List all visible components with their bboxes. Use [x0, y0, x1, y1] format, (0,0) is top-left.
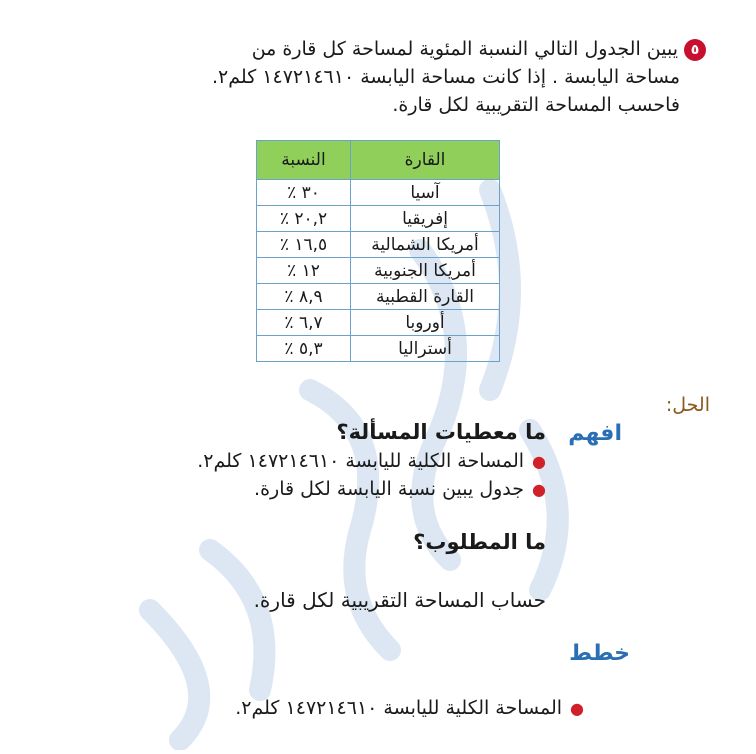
step-plan: خطط: [569, 641, 630, 666]
continent-percentage-table: [256, 140, 500, 362]
percentage-cell: ٢٠,٢ ٪: [257, 206, 351, 232]
question-line-1: ٥يبين الجدول التالي النسبة المئوية لمساحة كل قارة من: [252, 36, 706, 62]
bullet-icon: ●: [570, 699, 584, 718]
table-row: [257, 284, 500, 310]
table-row: [257, 336, 500, 362]
percentage-cell: ١٢ ٪: [257, 258, 351, 284]
bullet-icon: ●: [532, 480, 546, 499]
required-heading: ما المطلوب؟: [413, 530, 546, 554]
continent-cell: أمريكا الشمالية: [351, 232, 500, 258]
given-bullet-1: ●المساحة الكلية لليابسة ١٤٧٢١٤٦١٠ كلم٢.: [197, 450, 546, 472]
given-bullet-2: ●جدول يبين نسبة اليابسة لكل قارة.: [254, 478, 546, 500]
table-row: [257, 180, 500, 206]
percentage-cell: ٦,٧ ٪: [257, 310, 351, 336]
continent-cell: إفريقيا: [351, 206, 500, 232]
question-number-badge: ٥: [684, 39, 706, 61]
percentage-cell: ٥,٣ ٪: [257, 336, 351, 362]
question-line-2: مساحة اليابسة . إذا كانت مساحة اليابسة ١٤٧٢١٤٦١٠ كلم٢.: [212, 66, 680, 88]
givens-heading: ما معطيات المسألة؟: [336, 420, 546, 444]
percentage-cell: ١٦,٥ ٪: [257, 232, 351, 258]
question-line-3: فاحسب المساحة التقريبية لكل قارة.: [392, 94, 680, 116]
table-row: [257, 206, 500, 232]
table-row: [257, 258, 500, 284]
solution-label: الحل:: [665, 394, 710, 416]
step-understand: افهم: [568, 421, 622, 446]
continent-cell: أوروبا: [351, 310, 500, 336]
header-continent: القارة: [351, 141, 500, 180]
table-row: [257, 232, 500, 258]
continent-cell: القارة القطبية: [351, 284, 500, 310]
table-header-row: [257, 141, 500, 180]
percentage-cell: ٣٠ ٪: [257, 180, 351, 206]
table-row: [257, 310, 500, 336]
bullet-icon: ●: [532, 452, 546, 471]
plan-bullet-1: ●المساحة الكلية لليابسة ١٤٧٢١٤٦١٠ كلم٢.: [235, 697, 584, 719]
continent-cell: أستراليا: [351, 336, 500, 362]
continent-cell: أمريكا الجنوبية: [351, 258, 500, 284]
percentage-cell: ٨,٩ ٪: [257, 284, 351, 310]
continent-cell: آسيا: [351, 180, 500, 206]
required-text: حساب المساحة التقريبية لكل قارة.: [253, 588, 546, 612]
header-percentage: النسبة: [257, 141, 351, 180]
